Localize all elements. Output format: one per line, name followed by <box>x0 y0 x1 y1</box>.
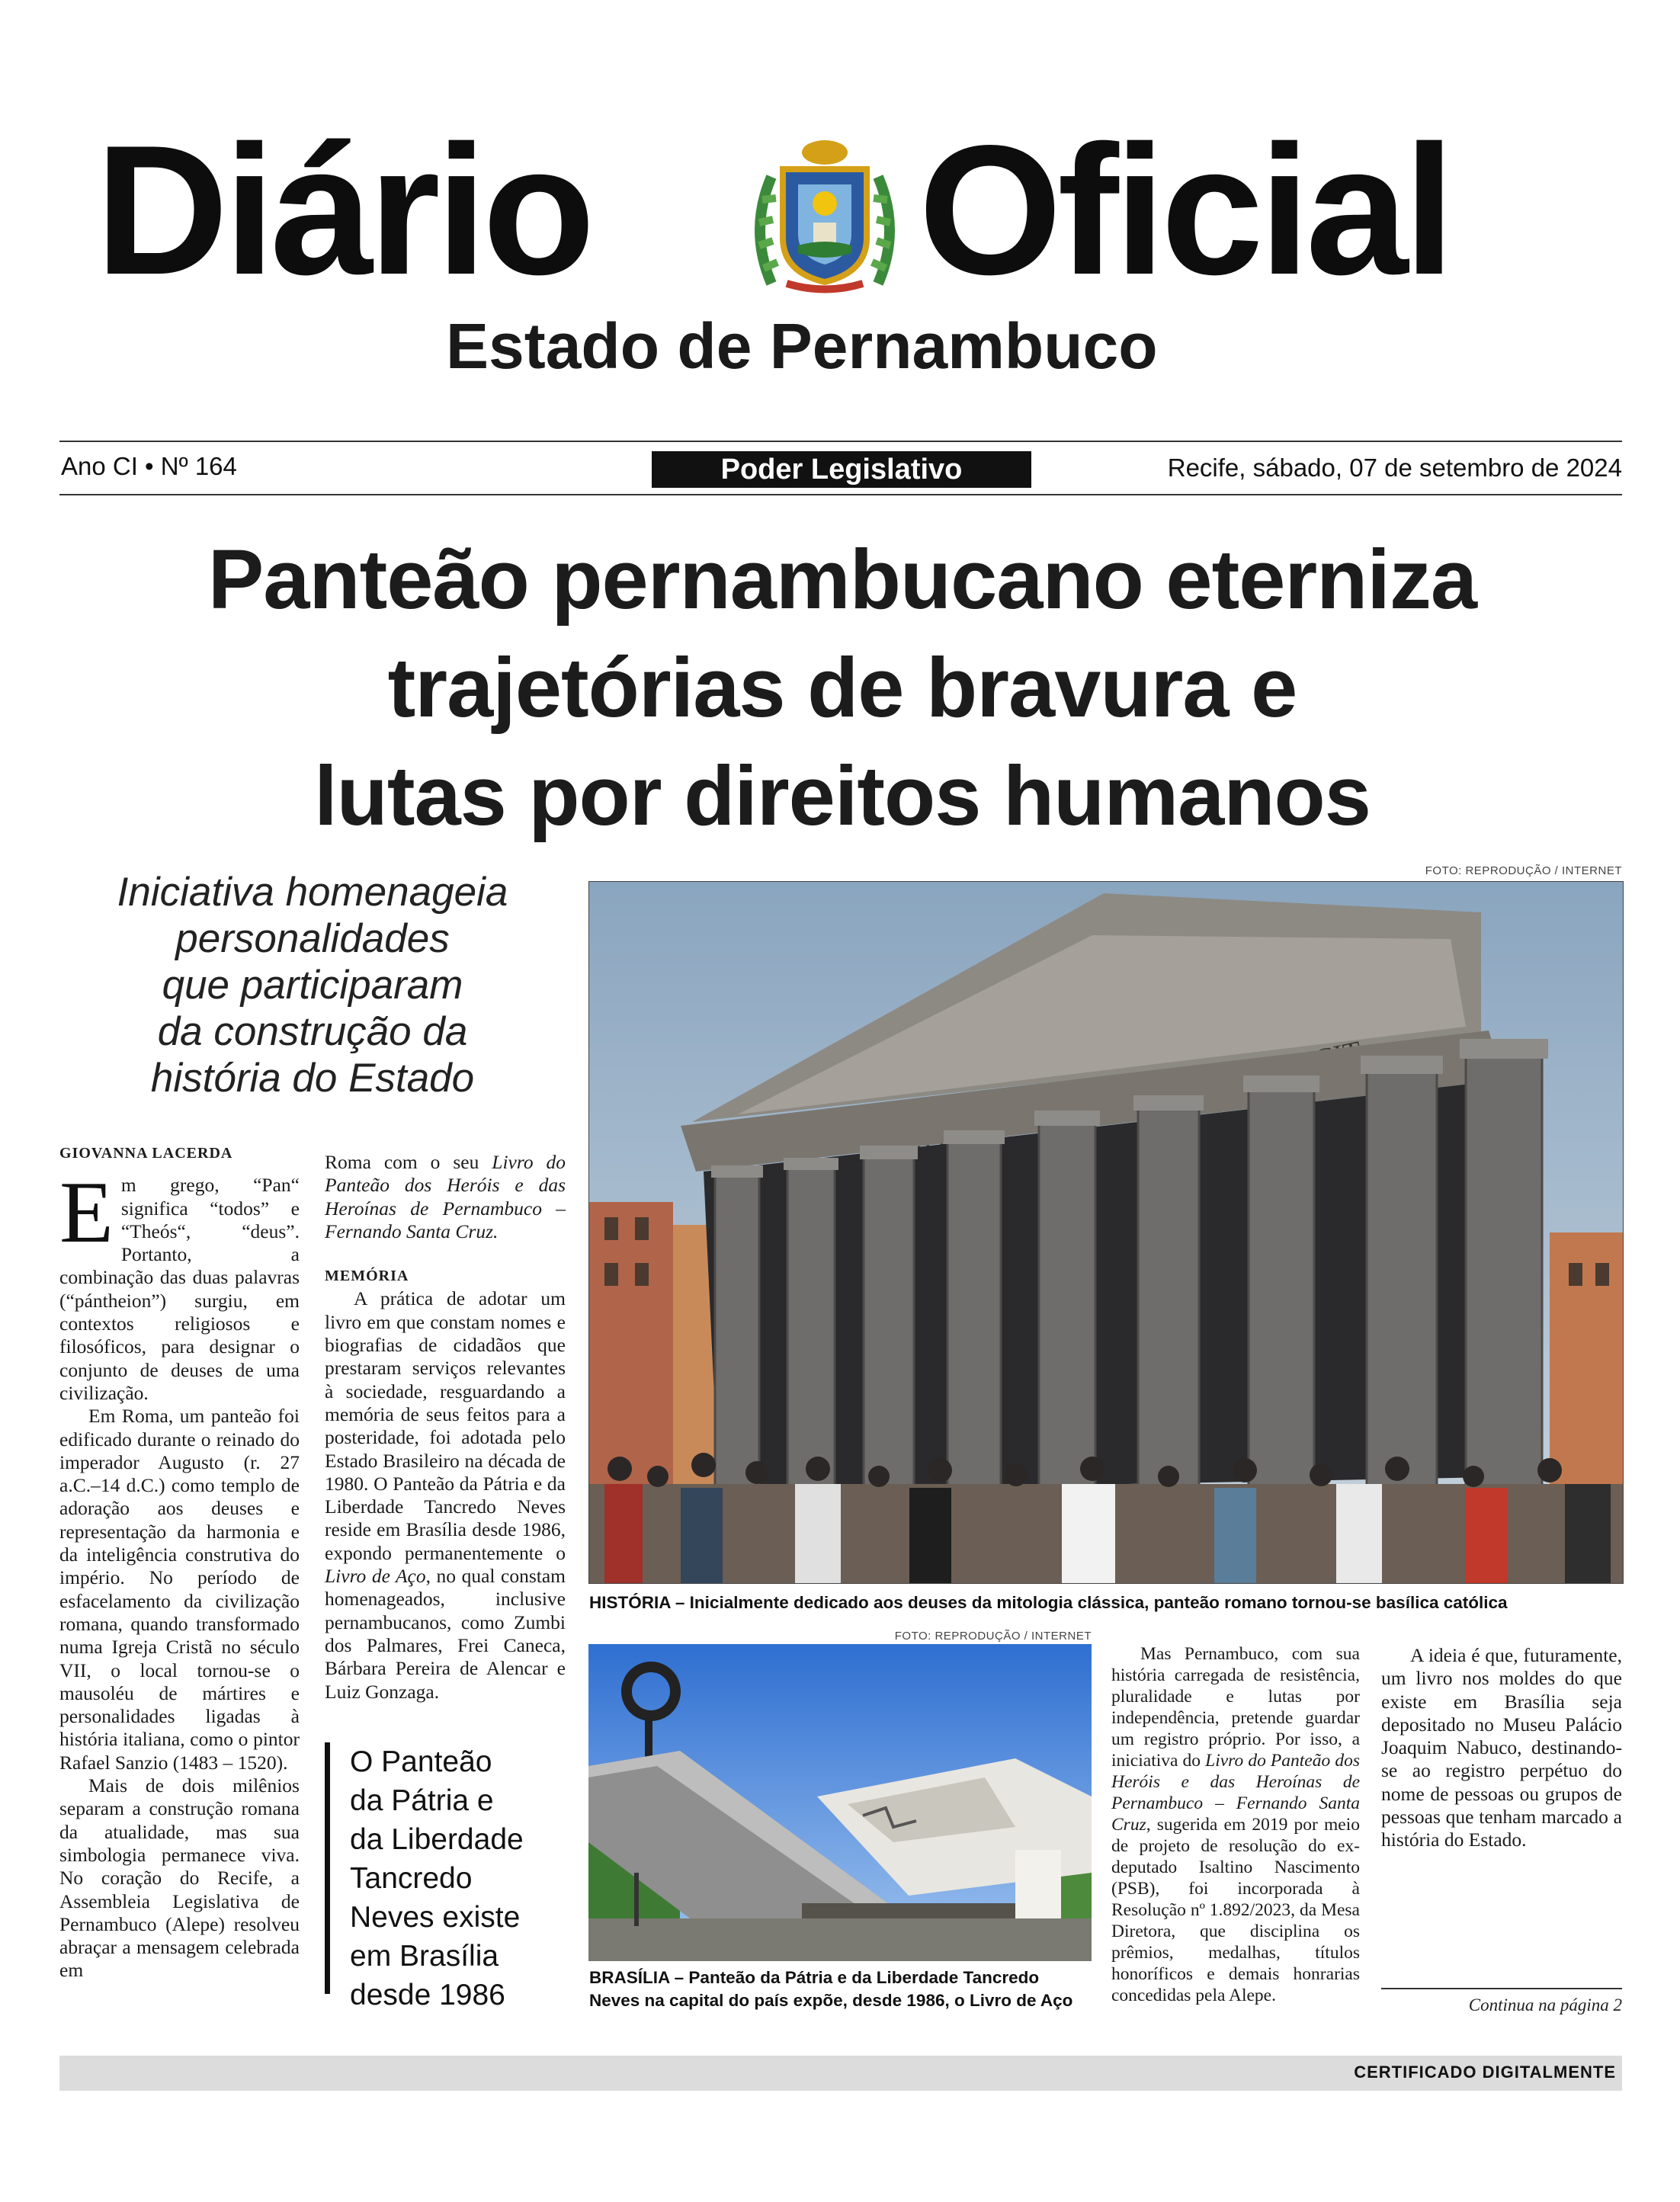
photo-caption: HISTÓRIA – Inicialmente dedicado aos deuses da mitologia clássica, panteão romano tornou-se basílica católica <box>589 1593 1508 1612</box>
article-column-4 <box>1381 1644 1622 1852</box>
pantheon-brasilia-photo <box>588 1644 1092 1961</box>
subtitle-line: personalidades <box>175 916 450 961</box>
drop-cap: E <box>59 1164 114 1262</box>
pull-quote-line: desde 1986 <box>350 1979 505 2011</box>
pull-quote-line: da Pátria e <box>350 1784 494 1817</box>
paragraph: Mais de dois milênios separam a construção romana da atualidade, mas sua simbologia permanece viva. No coração do Recife, a Assembleia Legislativa de Pernambuco (Alepe) resolveu abraçar a mensagem celebrada em <box>59 1774 300 1982</box>
headline-line: trajetórias de bravura e <box>387 641 1297 735</box>
book-title: Livro do Panteão dos Heróis e das Heroínas de Pernambuco – Fernando Santa Cruz. <box>325 1151 566 1242</box>
pull-quote-line: da Liberdade <box>350 1823 524 1856</box>
pernambuco-coat-of-arms <box>741 131 909 299</box>
section-label: Poder Legislativo <box>652 451 1031 488</box>
masthead-title-left: Diário <box>95 107 591 313</box>
continuation-rule <box>1381 1988 1622 1989</box>
book-title: Livro do Panteão dos Heróis e das Heroínas de Pernambuco – Fernando Santa Cruz <box>1111 1750 1360 1835</box>
edition-number: Ano CI • Nº 164 <box>61 452 237 480</box>
headline-line: Panteão pernambucano eterniza <box>207 533 1477 627</box>
pull-quote-line: Neves existe <box>350 1901 521 1934</box>
photo-credit: FOTO: REPRODUÇÃO / INTERNET <box>894 1630 1092 1643</box>
subtitle-line: da construção da <box>157 1009 468 1054</box>
masthead-title-right: Oficial <box>919 107 1451 313</box>
byline: GIOVANNA LACERDA <box>59 1145 233 1162</box>
subtitle-line: história do Estado <box>150 1056 475 1101</box>
paragraph: m grego, “Pan“ significa “todos” e “Theós“, “deus”. Portanto, a combinação das duas palavras (“pántheion”) surgiu, em contextos religiosos e filosóficos, para designar o conjunto de deuses de uma civilização. <box>59 1174 300 1404</box>
pull-quote-line: em Brasília <box>350 1940 499 1973</box>
section-subhead: MEMÓRIA <box>325 1268 409 1285</box>
digital-certification-label: CERTIFICADO DIGITALMENTE <box>1354 2063 1616 2082</box>
masthead-subtitle: Estado de Pernambuco <box>446 310 1158 382</box>
photo-credit: FOTO: REPRODUÇÃO / INTERNET <box>1425 864 1622 877</box>
caption-line: BRASÍLIA – Panteão da Pátria e da Liberdade Tancredo <box>589 1968 1040 1987</box>
subtitle-line: que participaram <box>162 963 463 1008</box>
caption-line: Neves na capital do país expõe, desde 1986, o Livro de Aço <box>589 1991 1073 2010</box>
book-title: Livro de Aço <box>325 1565 426 1588</box>
continued-on-page-link[interactable]: Continua na página 2 <box>1468 1995 1622 2014</box>
article-column-3 <box>1111 1644 1360 2006</box>
headline <box>69 526 1616 851</box>
photo-caption <box>589 1966 1100 2012</box>
info-bar-top-rule <box>59 441 1622 442</box>
paragraph: A ideia é que, futuramente, um livro nos moldes do que existe em Brasília seja depositado no Museu Palácio Joaquim Nabuco, destinando-se ao registro perpétuo do nome de pessoas ou grupos de pessoas que tenham marcado a história do Estado. <box>1381 1644 1622 1851</box>
paragraph: Em Roma, um panteão foi edificado durante o reinado do imperador Augusto (r. 27 a.C.–14 d.C.) como templo de adoração aos deuses e representação da harmonia e da inteligência construtiva do império. No período de esfacelamento da civilização romana, quando transformado numa Igreja Cristã no século VII, o local tornou-se o mausoléu de mártires e personalidades ligadas à história italiana, como o pintor Rafael Sanzio (1483 – 1520). <box>59 1405 300 1774</box>
subtitle-line: Iniciativa homenageia <box>117 870 508 915</box>
headline-line: lutas por direitos humanos <box>314 749 1371 843</box>
info-bar-bottom-rule <box>59 494 1622 495</box>
publication-date: Recife, sábado, 07 de setembro de 2024 <box>1167 454 1622 482</box>
article-subtitle <box>69 869 556 1101</box>
paragraph-text: , sugerida em 2019 por meio de projeto de resolução do ex-deputado Isaltino Nascimento (PSB), foi incorporada à Resolução nº 1.892/2023, da Mesa Diretora, que disciplina os prêmios, medalhas, títulos honoríficos e demais honrarias concedidas pela Alepe. <box>1111 1814 1360 2005</box>
paragraph-text: Roma com o seu <box>325 1151 479 1173</box>
article-column-2 <box>325 1151 566 1704</box>
paragraph-text: Mas Pernambuco, com sua história carregada de resistência, pluralidade e lutas por independência, pretende guardar um registro próprio. Por isso, a iniciativa do <box>1111 1644 1360 1771</box>
pantheon-rome-photo <box>588 881 1624 1584</box>
paragraph-text: A prática de adotar um livro em que constam nomes e biografias de cidadãos que prestaram serviços relevantes à sociedade, resguardando a memória de seus feitos para a posteridade, foi adotada pelo Estado Brasileiro na década de 1980. O Panteão da Pátria e da Liberdade Tancredo Neves reside em Brasília desde 1986, expondo permanentemente o <box>325 1287 566 1564</box>
pull-quote-line: Tancredo <box>350 1862 473 1895</box>
paragraph-text: , no qual constam homenageados, inclusive pernambucanos, como Zumbi dos Palmares, Frei Caneca, Bárbara Pereira de Alencar e Luiz Gonzaga. <box>325 1565 566 1703</box>
article-column-1 <box>59 1142 300 1982</box>
pull-quote-line: O Panteão <box>350 1745 492 1778</box>
pull-quote <box>325 1742 569 2011</box>
